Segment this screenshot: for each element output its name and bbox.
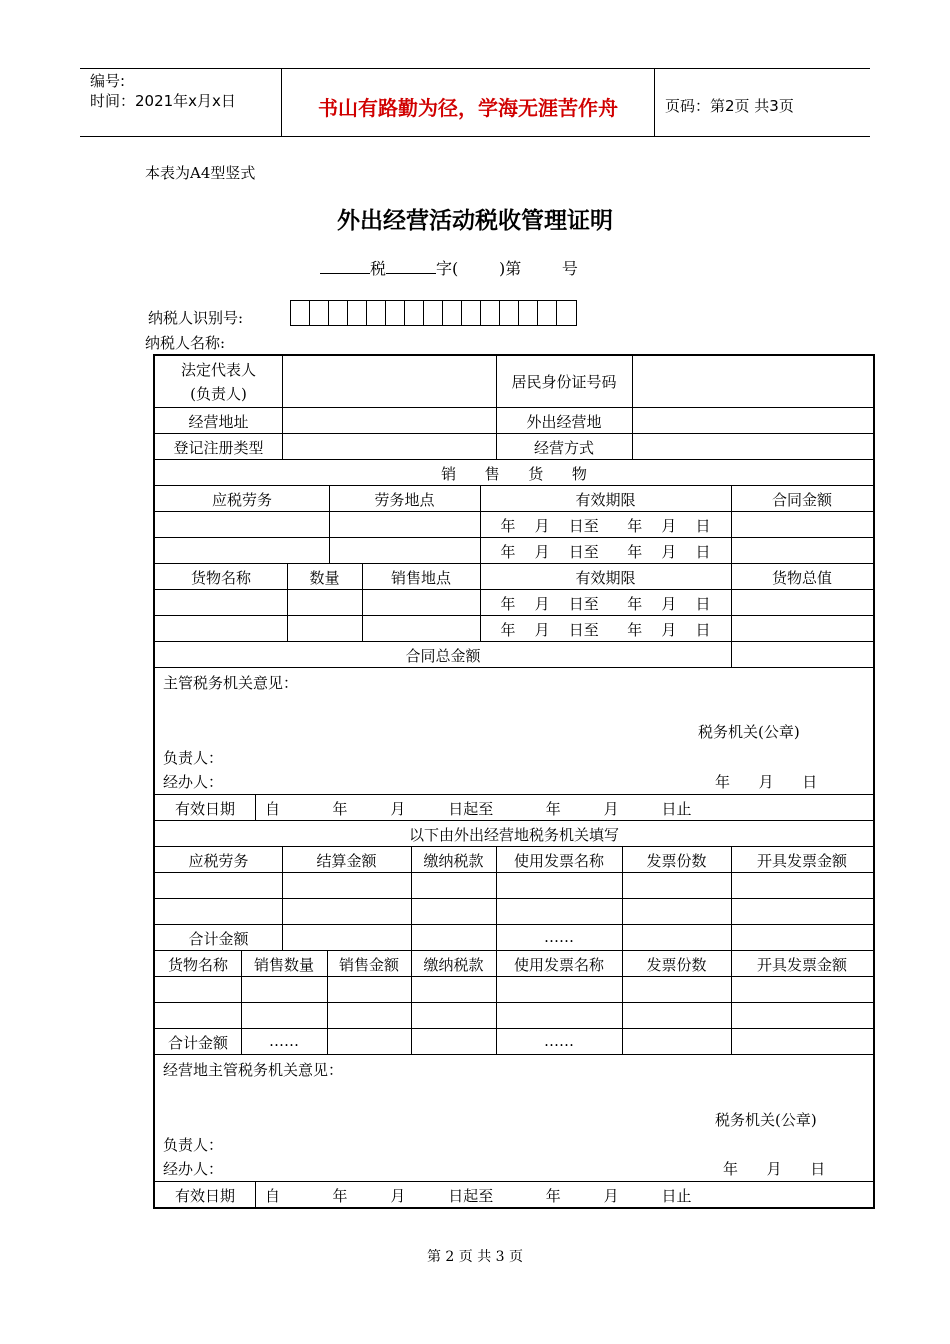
page-footer: 第 2 页 共 3 页 [426, 1249, 524, 1265]
date-range: 年 月 日至 年 月 日 [500, 517, 711, 535]
taxable-service-header: 应税劳务 [211, 491, 272, 509]
invoice-name-header: 使用发票名称 [513, 956, 604, 974]
valid-date-label: 有效日期 [174, 1187, 235, 1205]
contract-total-label: 合同总金额 [405, 647, 481, 665]
reg-type-label: 登记注册类型 [173, 439, 264, 457]
valid-period-header: 有效期限 [575, 491, 636, 509]
taxable-service-header: 应税劳务 [188, 852, 249, 870]
taxpayer-id-cell[interactable] [500, 301, 519, 325]
sales-place-header: 销售地点 [390, 569, 451, 587]
blank-line[interactable] [386, 259, 436, 274]
out-authority-opinion-label: 经营地主管税务机关意见： [163, 1061, 344, 1079]
tax-office-seal: 税务机关(公章) [715, 1111, 817, 1129]
sales-amount-header: 销售金额 [338, 956, 399, 974]
taxpayer-id-cell[interactable] [329, 301, 348, 325]
valid-from-text: 自 年 月 日起至 年 月 日止 [265, 800, 692, 818]
date-range: 年 月 日至 年 月 日 [500, 543, 711, 561]
taxpayer-id-cell[interactable] [348, 301, 367, 325]
motto: 书山有路勤为径，学海无涯苦作舟 [318, 96, 618, 120]
taxpayer-id-cell[interactable] [538, 301, 557, 325]
taxpayer-id-cell[interactable] [405, 301, 424, 325]
header-divider-right [654, 69, 655, 136]
page-title: 外出经营活动税收管理证明 [337, 208, 613, 234]
sum-amount-label: 合计金额 [167, 1034, 228, 1052]
taxpayer-id-cell[interactable] [481, 301, 500, 325]
authority-opinion-label: 主管税务机关意见： [163, 674, 299, 692]
invoice-count-header: 发票份数 [646, 852, 707, 870]
taxpayer-id-cell[interactable] [443, 301, 462, 325]
responsible-label: 负责人： [163, 749, 224, 767]
taxpayer-id-cell[interactable] [291, 301, 310, 325]
goods-name-header: 货物名称 [190, 569, 251, 587]
doc-zi: 字( [436, 259, 459, 278]
contract-amount-header: 合同金额 [771, 491, 832, 509]
sum-amount-label: 合计金额 [188, 930, 249, 948]
header-bottom-rule [80, 136, 870, 137]
taxpayer-id-label: 纳税人识别号: [148, 309, 244, 327]
form-note: 本表为A4型竖式 [145, 164, 256, 182]
valid-date-label: 有效日期 [174, 800, 235, 818]
filled-by-out-heading: 以下由外出经营地税务机关填写 [408, 826, 619, 844]
id-card-label: 居民身份证号码 [511, 373, 617, 391]
legal-rep-label: 法定代表人 [180, 361, 256, 379]
taxpayer-id-cell[interactable] [462, 301, 481, 325]
ellipsis: …… [544, 928, 574, 946]
handler-label: 经办人： [163, 1160, 224, 1178]
blank-line[interactable] [320, 259, 370, 274]
ellipsis: …… [269, 1032, 299, 1050]
taxpayer-name-label: 纳税人名称: [145, 334, 226, 352]
invoice-amount-header: 开具发票金额 [756, 956, 847, 974]
taxpayer-id-cell[interactable] [367, 301, 386, 325]
page-info: 页码：第2页 共3页 [665, 97, 794, 115]
biz-address-label: 经营地址 [188, 413, 249, 431]
responsible-label: 负责人： [163, 1136, 224, 1154]
tax-form [153, 354, 875, 1209]
sign-date: 年 月 日 [715, 773, 818, 791]
biz-mode-label: 经营方式 [533, 439, 594, 457]
doc-di: )第 [498, 259, 522, 278]
doc-hao: 号 [561, 259, 578, 278]
sales-goods-heading: 销 售 货 物 [441, 465, 587, 483]
doc-tax: 税 [370, 259, 387, 278]
taxpayer-id-cell[interactable] [557, 301, 576, 325]
taxpayer-id-cell[interactable] [519, 301, 538, 325]
valid-period-header: 有效期限 [575, 569, 636, 587]
header-top-rule [80, 68, 870, 69]
sales-qty-header: 销售数量 [253, 956, 314, 974]
date-range: 年 月 日至 年 月 日 [500, 595, 711, 613]
invoice-name-header: 使用发票名称 [513, 852, 604, 870]
legal-rep-sub-label: (负责人) [190, 385, 247, 403]
taxpayer-id-cell[interactable] [424, 301, 443, 325]
out-place-label: 外出经营地 [526, 413, 602, 431]
tax-office-seal: 税务机关(公章) [698, 723, 800, 741]
service-place-header: 劳务地点 [374, 491, 435, 509]
document-number [320, 256, 578, 279]
settle-amount-header: 结算金额 [316, 852, 377, 870]
valid-from-text: 自 年 月 日起至 年 月 日止 [265, 1187, 692, 1205]
taxpayer-id-boxes[interactable] [290, 300, 577, 326]
goods-name-header: 货物名称 [167, 956, 228, 974]
handler-label: 经办人： [163, 773, 224, 791]
quantity-header: 数量 [309, 569, 340, 587]
number-label: 编号: [90, 72, 126, 90]
sign-date: 年 月 日 [723, 1160, 826, 1178]
invoice-amount-header: 开具发票金额 [756, 852, 847, 870]
invoice-count-header: 发票份数 [646, 956, 707, 974]
date-range: 年 月 日至 年 月 日 [500, 621, 711, 639]
time-label: 时间：2021年x月x日 [90, 92, 236, 110]
goods-total-header: 货物总值 [771, 569, 832, 587]
paid-tax-header: 缴纳税款 [423, 852, 484, 870]
ellipsis: …… [544, 1032, 574, 1050]
taxpayer-id-cell[interactable] [386, 301, 405, 325]
taxpayer-id-cell[interactable] [310, 301, 329, 325]
paid-tax-header: 缴纳税款 [423, 956, 484, 974]
